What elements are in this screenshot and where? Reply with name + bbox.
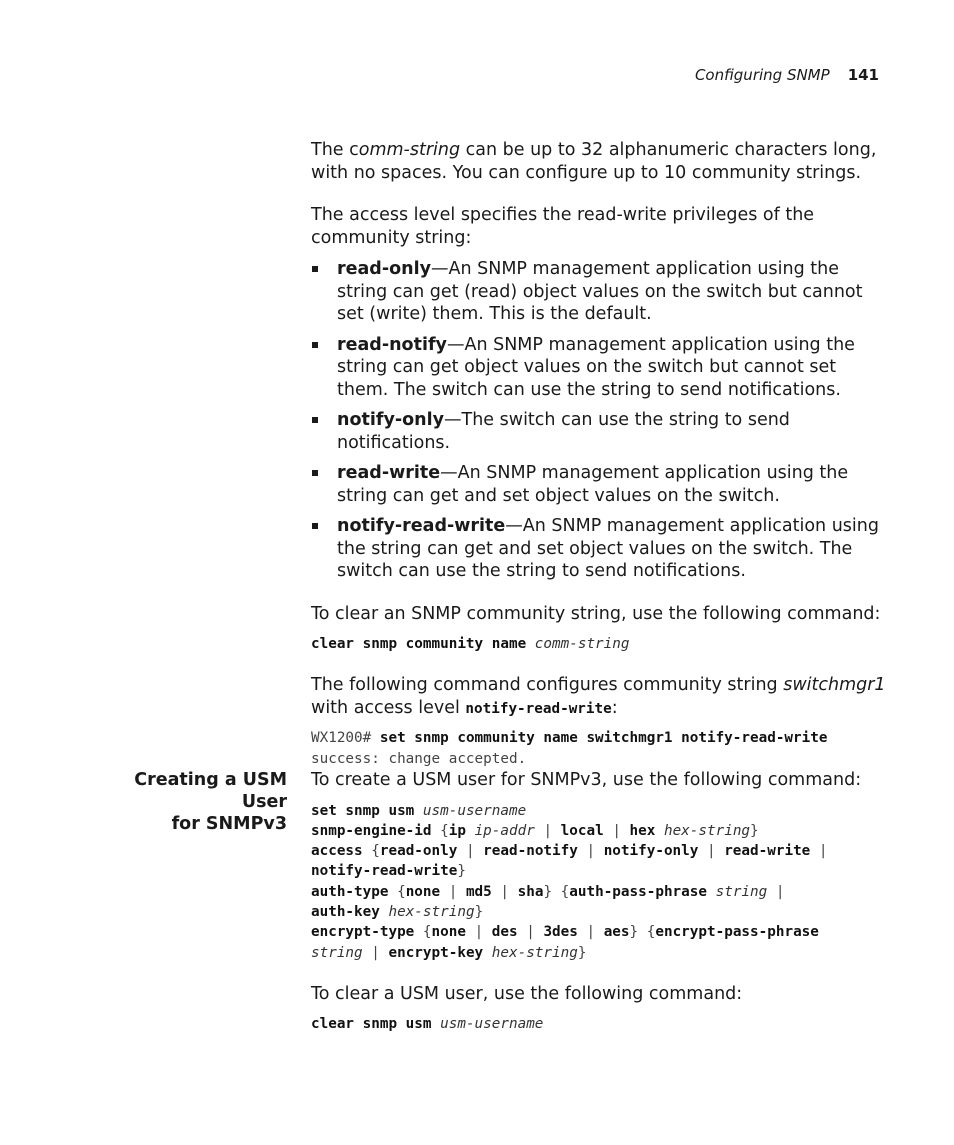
bullet-icon: [312, 417, 318, 423]
bullet-icon: [312, 523, 318, 529]
section-heading: Creating a USM User for SNMPv3: [134, 770, 287, 834]
usm-section: [311, 769, 911, 1035]
page-number: 141: [847, 66, 879, 84]
paragraph-clear-usm: To clear a USM user, use the following command:: [311, 983, 743, 1004]
command-clear-community: clear snmp community name comm-string: [311, 636, 630, 652]
bullet-icon: [312, 470, 318, 476]
list-item: notify-read-write—An SNMP management application using the string can get and set object values on the switch. The switch can use the string to send notifications.: [311, 515, 891, 583]
paragraph-example-intro: The following command configures community string switchmgr1 with access level notify-read-write:: [311, 675, 886, 718]
paragraph-comm-string: The comm-string can be up to 32 alphanumeric characters long, with no spaces. You can configure up to 10 community strings.: [311, 140, 877, 183]
command-clear-usm: clear snmp usm usm-username: [311, 1016, 544, 1033]
main-text: [311, 139, 891, 769]
bullet-icon: [312, 266, 318, 272]
paragraph-create-usm: To create a USM user for SNMPv3, use the following command:: [311, 770, 862, 790]
list-item: read-notify—An SNMP management application using the string can get object values on the switch but cannot set them. The switch can use the string to send notifications.: [311, 334, 891, 402]
page-header: [695, 66, 879, 84]
paragraph-access-level: The access level specifies the read-write privileges of the community string:: [311, 205, 815, 248]
command-example: WX1200# set snmp community name switchmgr1 notify-read-write success: change accepted.: [311, 730, 828, 767]
paragraph-clear-community: To clear an SNMP community string, use the following command:: [311, 603, 881, 624]
bullet-icon: [312, 342, 318, 348]
list-item: notify-only—The switch can use the string to send notifications.: [311, 409, 891, 454]
list-item: read-only—An SNMP management application using the string can get (read) object values on the switch but cannot set (write) them. This is the default.: [311, 258, 891, 326]
command-set-snmp-usm: set snmp usm usm-username snmp-engine-id {ip ip-addr | local | hex hex-string} access {read-only | read-notify | notify-only | read-write | notify-read-write} auth-type {none | md5 | sha} {auth-pass-phrase string | auth-key hex-string} encrypt-type {none | des | 3des | aes} {encrypt-pass-phrase string | encrypt-key hex-string}: [311, 802, 828, 961]
list-item: read-write—An SNMP management application using the string can get and set object values on the switch.: [311, 462, 891, 507]
access-level-list: [311, 258, 891, 583]
running-header-section: Configuring SNMP: [694, 66, 830, 84]
